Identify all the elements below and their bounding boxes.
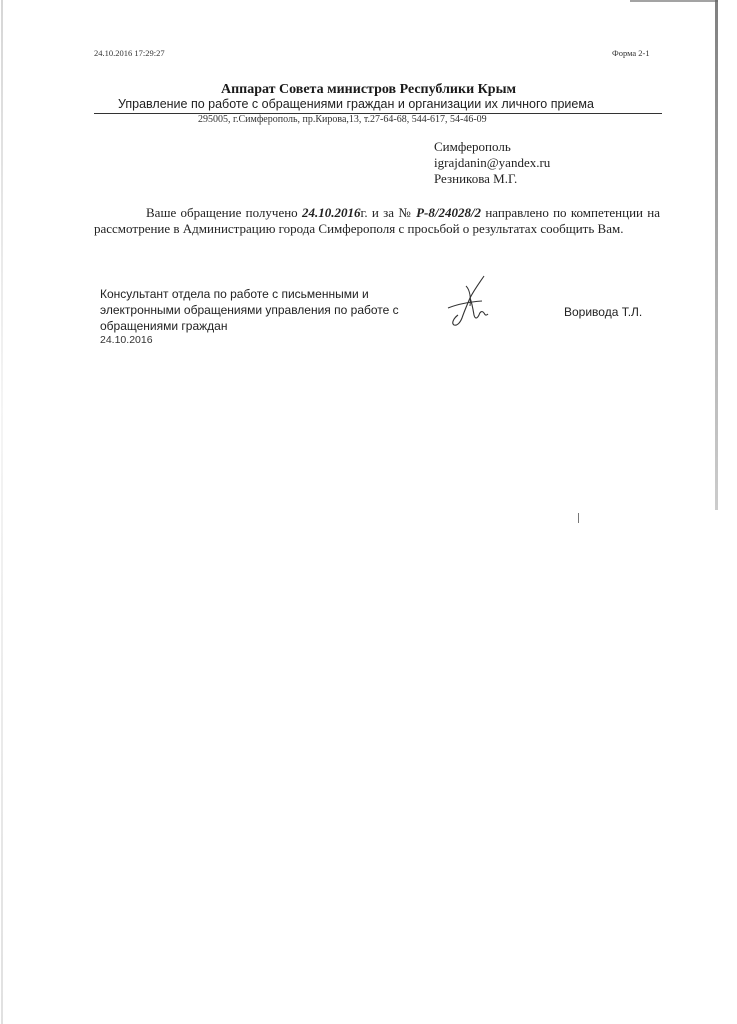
signature-date: 24.10.2016 <box>100 334 153 346</box>
form-label: Форма 2-1 <box>612 48 650 58</box>
scan-edge-right <box>715 0 718 510</box>
body-text-part3: направлено по компетенции на рассмотрение в Администрацию города Симферополя с просьбой о результатах сообщить Вам. <box>94 205 661 236</box>
organization-title: Аппарат Совета министров Республики Крым <box>220 82 517 97</box>
registration-number: Р-8/24028/2 <box>416 205 482 220</box>
body-text-part1: Ваше обращение получено <box>146 205 302 220</box>
recipient-email: igrajdanin@yandex.ru <box>434 155 551 170</box>
scan-mark <box>578 513 579 523</box>
department-title: Управление по работе с обращениями граждан и организации их личного приема <box>118 97 594 111</box>
scan-edge-left <box>1 0 3 1024</box>
signer-name: Воривода Т.Л. <box>564 305 643 319</box>
recipient-city: Симферополь <box>434 139 511 154</box>
signer-position: Консультант отдела по работе с письменными и электронными обращениями управления по работе с обращениями граждан <box>100 287 399 333</box>
print-datetime: 24.10.2016 17:29:27 <box>94 48 165 58</box>
handwritten-signature-icon <box>440 272 500 332</box>
scan-edge-top <box>630 0 718 2</box>
recipient-name: Резникова М.Г. <box>434 171 518 186</box>
body-text-part2: г. и за № <box>360 205 417 220</box>
recipient-block <box>434 139 550 187</box>
organization-address: 295005, г.Симферополь, пр.Кирова,13, т.27-64-68, 544-617, 54-46-09 <box>198 114 487 125</box>
letter-body <box>94 205 660 237</box>
received-date: 24.10.2016 <box>301 205 361 220</box>
